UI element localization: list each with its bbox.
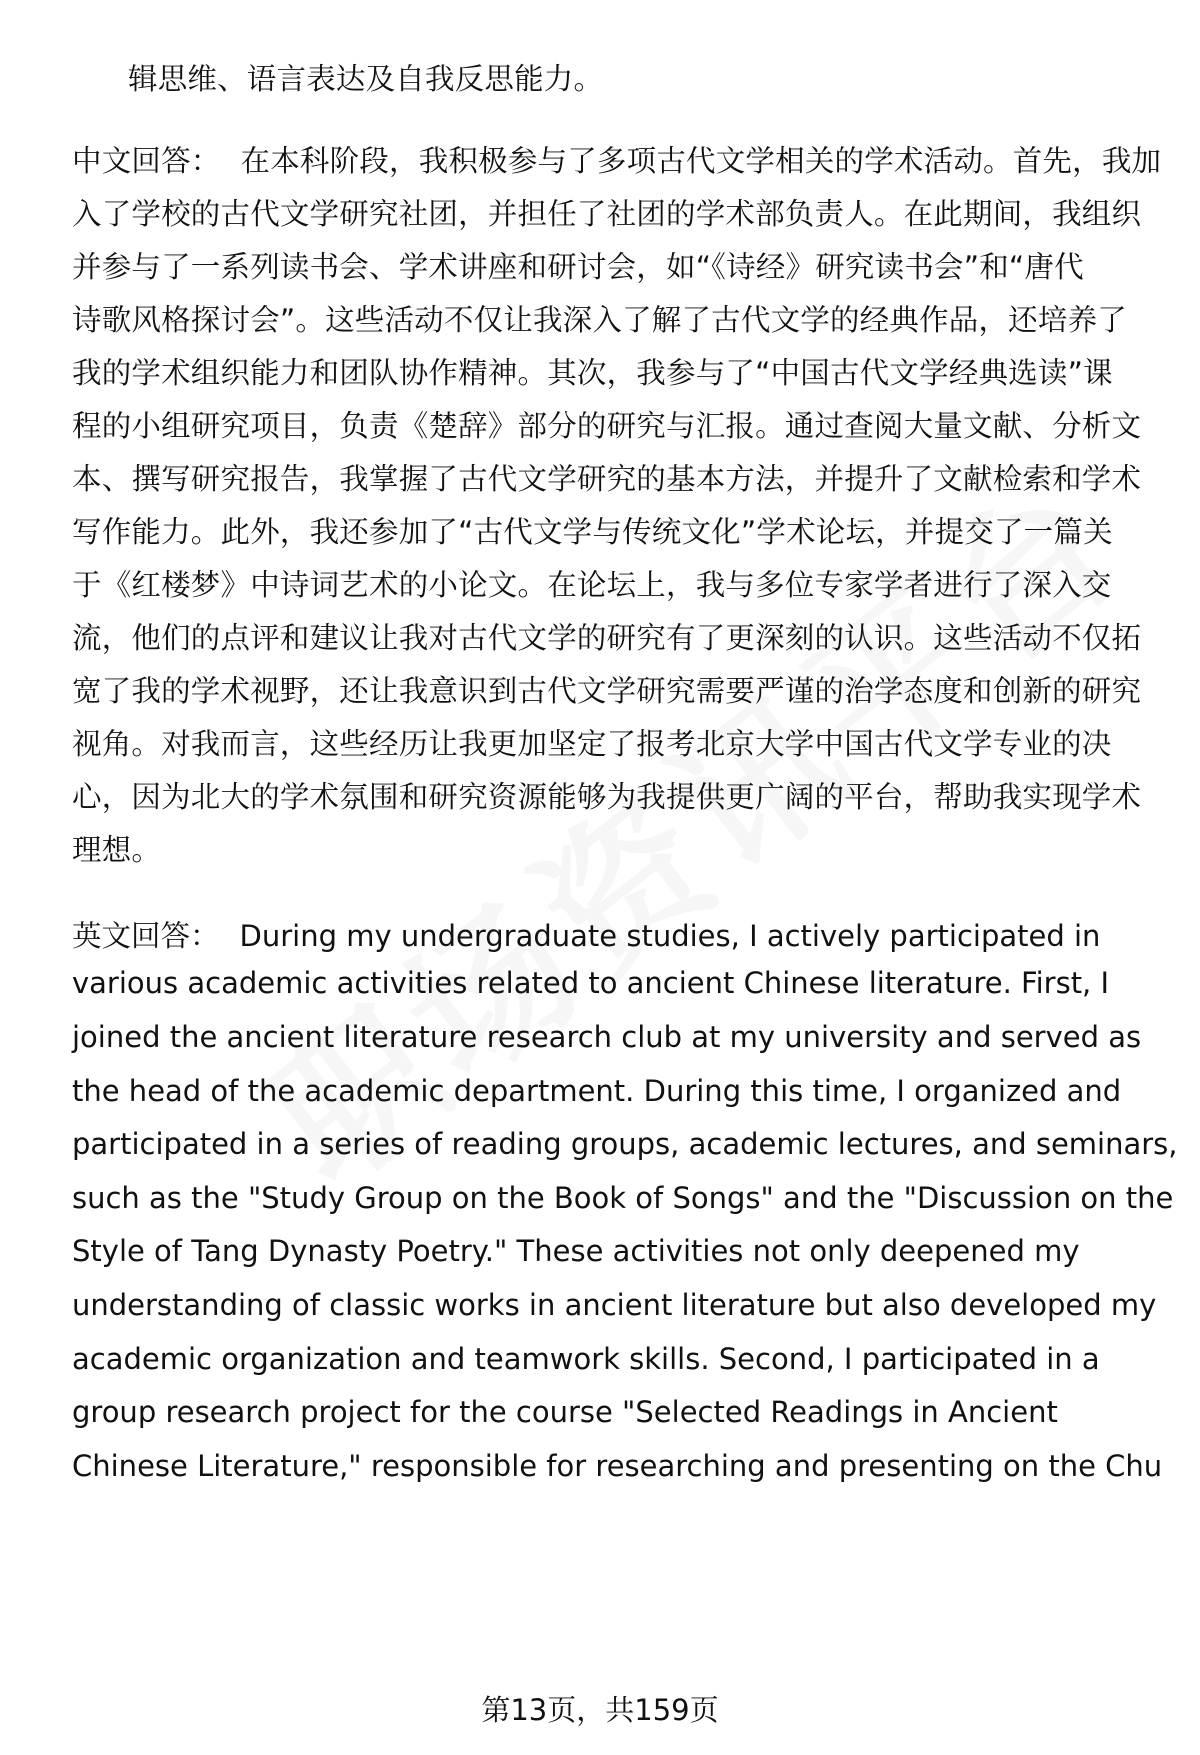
english-answer-line: participated in a series of reading groups, academic lectures, and seminars, bbox=[72, 1127, 1178, 1161]
chinese-answer-line: 于《红楼梦》中诗词艺术的小论文。在论坛上，我与多位专家学者进行了深入交 bbox=[72, 568, 1112, 602]
chinese-answer-line: 程的小组研究项目，负责《楚辞》部分的研究与汇报。通过查阅大量文献、分析文 bbox=[72, 409, 1142, 443]
chinese-answer-line: 并参与了一系列读书会、学术讲座和研讨会，如“《诗经》研究读书会”和“唐代 bbox=[72, 250, 1084, 284]
english-answer-line: group research project for the course "Selected Readings in Ancient bbox=[72, 1395, 1058, 1429]
chinese-answer-line: 我的学术组织能力和团队协作精神。其次，我参与了“中国古代文学经典选读”课 bbox=[72, 356, 1113, 390]
english-answer-line: various academic activities related to ancient Chinese literature. First, I bbox=[72, 966, 1110, 1000]
english-answer-text: During my undergraduate studies, I actively participated in bbox=[239, 919, 1101, 953]
english-answer-line: Chinese Literature," responsible for researching and presenting on the Chu bbox=[72, 1449, 1163, 1483]
chinese-answer-line: 心，因为北大的学术氛围和研究资源能够为我提供更广阔的平台，帮助我实现学术 bbox=[72, 780, 1142, 814]
english-answer-line: the head of the academic department. During this time, I organized and bbox=[72, 1074, 1122, 1108]
chinese-answer-line: 诗歌风格探讨会”。这些活动不仅让我深入了解了古代文学的经典作品，还培养了 bbox=[72, 303, 1127, 337]
page-number-footer: 第13页，共159页 bbox=[481, 1693, 719, 1727]
chinese-answer-line: 宽了我的学术视野，还让我意识到古代文学研究需要严谨的治学态度和创新的研究 bbox=[72, 674, 1142, 708]
chinese-answer-line bbox=[72, 138, 1161, 180]
chinese-answer-line: 本、撰写研究报告，我掌握了古代文学研究的基本方法，并提升了文献检索和学术 bbox=[72, 462, 1142, 496]
chinese-answer-text: 在本科阶段，我积极参与了多项古代文学相关的学术活动。首先，我加 bbox=[240, 144, 1162, 178]
chinese-answer-line: 写作能力。此外，我还参加了“古代文学与传统文化”学术论坛，并提交了一篇关 bbox=[72, 515, 1113, 549]
chinese-answer-line: 理想。 bbox=[72, 833, 162, 867]
watermark bbox=[166, 427, 1134, 1312]
continued-text-line: 辑思维、语言表达及自我反思能力。 bbox=[128, 62, 604, 96]
chinese-answer-line: 入了学校的古代文学研究社团，并担任了社团的学术部负责人。在此期间，我组织 bbox=[72, 197, 1142, 231]
english-answer-line bbox=[72, 913, 1100, 955]
english-answer-label: 英文回答： bbox=[72, 919, 220, 953]
chinese-answer-label: 中文回答： bbox=[72, 144, 221, 178]
chinese-answer-line: 流，他们的点评和建议让我对古代文学的研究有了更深刻的认识。这些活动不仅拓 bbox=[72, 621, 1142, 655]
english-answer-line: understanding of classic works in ancient literature but also developed my bbox=[72, 1288, 1157, 1322]
chinese-answer-line: 视角。对我而言，这些经历让我更加坚定了报考北京大学中国古代文学专业的决 bbox=[72, 727, 1112, 761]
english-answer-line: joined the ancient literature research club at my university and served as bbox=[72, 1020, 1142, 1054]
english-answer-line: academic organization and teamwork skills. Second, I participated in a bbox=[72, 1342, 1100, 1376]
english-answer-line: Style of Tang Dynasty Poetry." These activities not only deepened my bbox=[72, 1234, 1080, 1268]
english-answer-line: such as the "Study Group on the Book of Songs" and the "Discussion on the bbox=[72, 1181, 1174, 1215]
